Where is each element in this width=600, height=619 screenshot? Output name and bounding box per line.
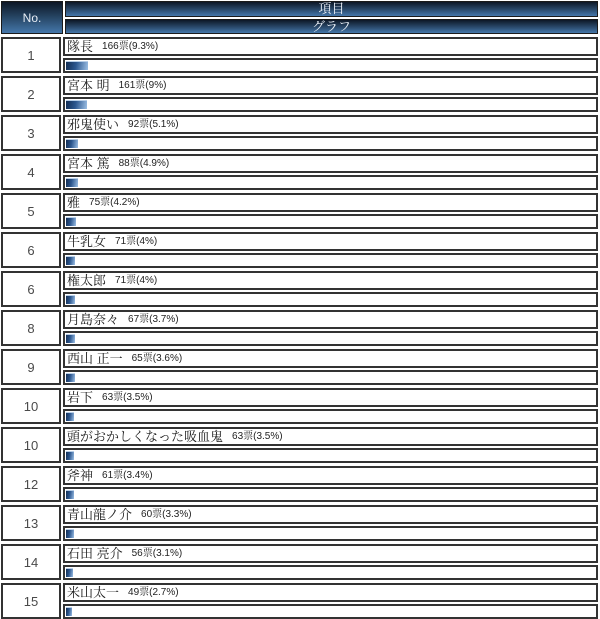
rank-cell: 12	[1, 466, 61, 502]
row-right-column	[63, 427, 598, 463]
row-right-column	[63, 154, 598, 190]
table-row	[1, 466, 598, 502]
rank-cell: 5	[1, 193, 61, 229]
graph-cell	[63, 526, 598, 541]
item-cell	[63, 115, 598, 134]
row-right-column	[63, 349, 598, 385]
graph-cell	[63, 331, 598, 346]
item-votes: 63票(3.5%)	[232, 431, 283, 442]
rank-cell: 2	[1, 76, 61, 112]
table-row	[1, 193, 598, 229]
table-row	[1, 427, 598, 463]
item-name: 隊長	[67, 39, 94, 54]
graph-bar	[66, 61, 88, 70]
rank-cell: 10	[1, 427, 61, 463]
table-row	[1, 232, 598, 268]
item-name: 石田 亮介	[67, 546, 123, 561]
item-cell	[63, 544, 598, 563]
header-graph-cell: グラフ	[65, 19, 598, 34]
table-row	[1, 271, 598, 307]
item-votes: 71票(4%)	[115, 275, 158, 286]
table-row	[1, 505, 598, 541]
row-right-column	[63, 466, 598, 502]
item-votes: 88票(4.9%)	[118, 158, 170, 169]
item-name: 岩下	[67, 390, 94, 405]
table-row	[1, 310, 598, 346]
item-name: 米山太一	[67, 585, 120, 600]
graph-cell	[63, 214, 598, 229]
graph-bar	[66, 568, 73, 577]
graph-bar	[66, 295, 75, 304]
item-cell	[63, 154, 598, 173]
item-votes: 61票(3.4%)	[102, 470, 153, 481]
row-right-column	[63, 115, 598, 151]
graph-cell	[63, 292, 598, 307]
item-cell	[63, 37, 598, 56]
item-votes: 92票(5.1%)	[128, 119, 179, 130]
graph-bar	[66, 607, 72, 616]
header-right-column	[65, 1, 598, 34]
graph-cell	[63, 487, 598, 502]
item-name: 宮本 篤	[67, 156, 110, 171]
graph-bar	[66, 529, 74, 538]
rank-cell: 14	[1, 544, 61, 580]
item-name: 権太郎	[67, 273, 107, 288]
rows	[1, 37, 598, 619]
item-cell	[63, 271, 598, 290]
table-row	[1, 349, 598, 385]
graph-bar	[66, 217, 76, 226]
table-row	[1, 76, 598, 112]
graph-bar	[66, 139, 78, 148]
graph-cell	[63, 565, 598, 580]
item-votes: 166票(9.3%)	[102, 41, 159, 52]
rank-cell: 9	[1, 349, 61, 385]
item-name: 牛乳女	[67, 234, 107, 249]
item-votes: 56票(3.1%)	[131, 548, 183, 559]
rank-cell: 15	[1, 583, 61, 619]
item-name: 月島奈々	[67, 312, 120, 327]
graph-bar	[66, 412, 74, 421]
row-right-column	[63, 232, 598, 268]
graph-bar	[66, 100, 87, 109]
item-cell	[63, 349, 598, 368]
rank-cell: 3	[1, 115, 61, 151]
table-row	[1, 37, 598, 73]
item-votes: 65票(3.6%)	[131, 353, 183, 364]
item-cell	[63, 388, 598, 407]
table-row	[1, 154, 598, 190]
row-right-column	[63, 505, 598, 541]
graph-cell	[63, 370, 598, 385]
rank-cell: 1	[1, 37, 61, 73]
item-name: 雅	[67, 195, 81, 210]
table-row	[1, 544, 598, 580]
graph-cell	[63, 136, 598, 151]
item-cell	[63, 310, 598, 329]
rank-cell: 6	[1, 271, 61, 307]
row-right-column	[63, 544, 598, 580]
header-item-cell: 項目	[65, 1, 598, 17]
table-row	[1, 115, 598, 151]
table-row	[1, 388, 598, 424]
item-cell	[63, 427, 598, 446]
table-header	[1, 1, 598, 34]
row-right-column	[63, 76, 598, 112]
item-cell	[63, 232, 598, 251]
row-right-column	[63, 583, 598, 619]
item-cell	[63, 505, 598, 524]
item-cell	[63, 466, 598, 485]
graph-cell	[63, 97, 598, 112]
rank-cell: 4	[1, 154, 61, 190]
graph-bar	[66, 490, 74, 499]
row-right-column	[63, 271, 598, 307]
graph-bar	[66, 178, 78, 187]
graph-cell	[63, 175, 598, 190]
row-right-column	[63, 310, 598, 346]
item-cell	[63, 193, 598, 212]
item-name: 頭がおかしくなった吸血鬼	[67, 429, 224, 444]
row-right-column	[63, 193, 598, 229]
rank-cell: 10	[1, 388, 61, 424]
item-votes: 60票(3.3%)	[141, 509, 192, 520]
rank-cell: 8	[1, 310, 61, 346]
item-name: 西山 正一	[67, 351, 123, 366]
item-cell	[63, 583, 598, 602]
item-votes: 75票(4.2%)	[89, 197, 140, 208]
item-votes: 49票(2.7%)	[128, 587, 179, 598]
item-name: 青山龍ノ介	[67, 507, 133, 522]
item-name: 邪鬼使い	[67, 117, 120, 132]
item-name: 宮本 明	[67, 78, 110, 93]
header-no-cell: No.	[1, 1, 63, 34]
item-votes: 67票(3.7%)	[128, 314, 179, 325]
graph-cell	[63, 604, 598, 619]
rank-cell: 13	[1, 505, 61, 541]
graph-cell	[63, 253, 598, 268]
table-row	[1, 583, 598, 619]
graph-cell	[63, 409, 598, 424]
graph-bar	[66, 256, 75, 265]
item-votes: 71票(4%)	[115, 236, 158, 247]
item-votes: 63票(3.5%)	[102, 392, 153, 403]
row-right-column	[63, 37, 598, 73]
graph-cell	[63, 58, 598, 73]
graph-cell	[63, 448, 598, 463]
graph-bar	[66, 334, 75, 343]
graph-bar	[66, 451, 74, 460]
item-cell	[63, 76, 598, 95]
row-right-column	[63, 388, 598, 424]
graph-bar	[66, 373, 75, 382]
rank-cell: 6	[1, 232, 61, 268]
item-votes: 161票(9%)	[118, 80, 167, 91]
item-name: 斧神	[67, 468, 94, 483]
